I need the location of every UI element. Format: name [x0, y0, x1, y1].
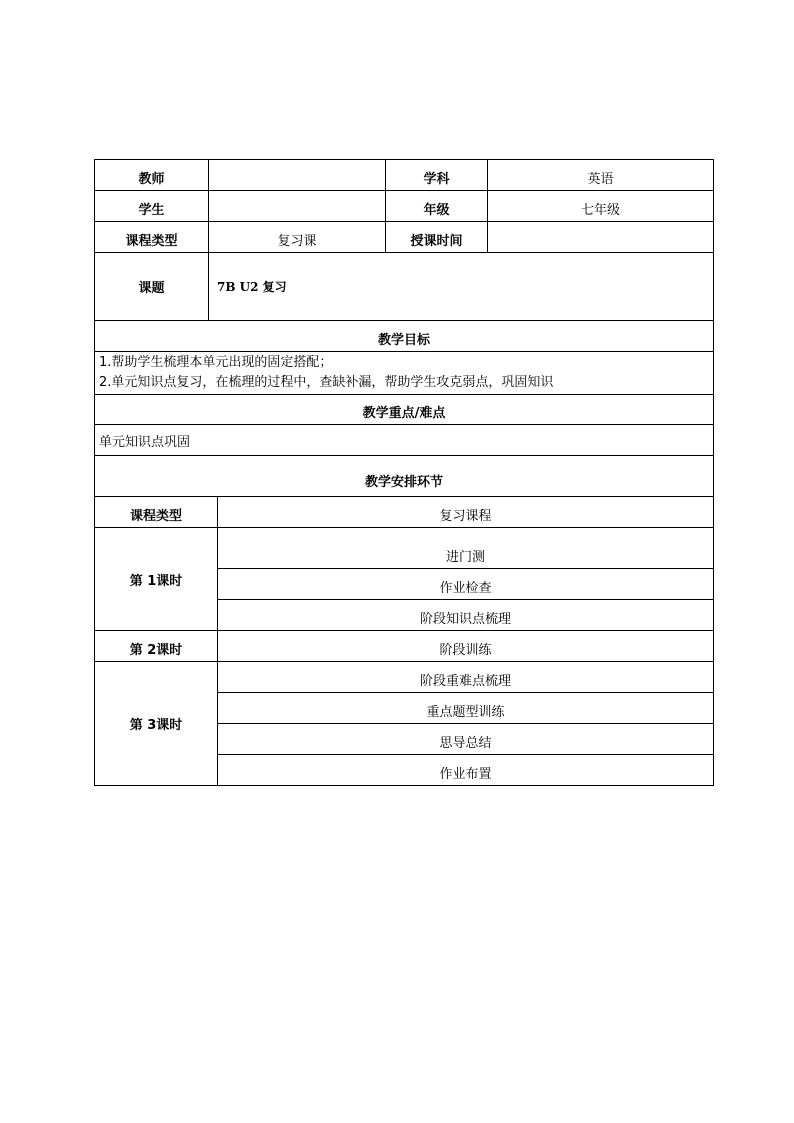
lesson-1-item: 进门测 [217, 527, 714, 569]
objective-item: 2.单元知识点复习，在梳理的过程中，查缺补漏，帮助学生攻克弱点，巩固知识 [99, 375, 554, 390]
lesson-1-label: 第 1课时 [94, 527, 218, 631]
grade-value: 七年级 [487, 190, 714, 222]
topic-label: 课题 [94, 252, 209, 321]
time-label: 授课时间 [385, 221, 488, 253]
focus-text: 单元知识点巩固 [94, 424, 714, 456]
lesson-3-item: 阶段重难点梳理 [217, 661, 714, 693]
teacher-value [208, 159, 386, 191]
objective-item: 1.帮助学生梳理本单元出现的固定搭配； [99, 355, 333, 370]
grade-label: 年级 [385, 190, 488, 222]
lesson-3-item: 重点题型训练 [217, 692, 714, 724]
lesson-1-item: 阶段知识点梳理 [217, 599, 714, 631]
lesson-3-item: 思导总结 [217, 723, 714, 755]
lesson-2-label: 第 2课时 [94, 630, 218, 662]
schedule-header-value: 复习课程 [217, 496, 714, 528]
schedule-title: 教学安排环节 [94, 455, 714, 497]
subject-value: 英语 [487, 159, 714, 191]
lesson-3-item: 作业布置 [217, 754, 714, 786]
course-type-value: 复习课 [208, 221, 386, 253]
objectives-list [94, 351, 714, 395]
lesson-3-label: 第 3课时 [94, 661, 218, 786]
focus-title: 教学重点/难点 [94, 394, 714, 425]
teacher-label: 教师 [94, 159, 209, 191]
lesson-2-item: 阶段训练 [217, 630, 714, 662]
objectives-title: 教学目标 [94, 320, 714, 352]
student-value [208, 190, 386, 222]
time-value [487, 221, 714, 253]
topic-value: 7B U2 复习 [208, 252, 714, 321]
schedule-header-label: 课程类型 [94, 496, 218, 528]
course-type-label: 课程类型 [94, 221, 209, 253]
lesson-1-item: 作业检查 [217, 568, 714, 600]
student-label: 学生 [94, 190, 209, 222]
subject-label: 学科 [385, 159, 488, 191]
